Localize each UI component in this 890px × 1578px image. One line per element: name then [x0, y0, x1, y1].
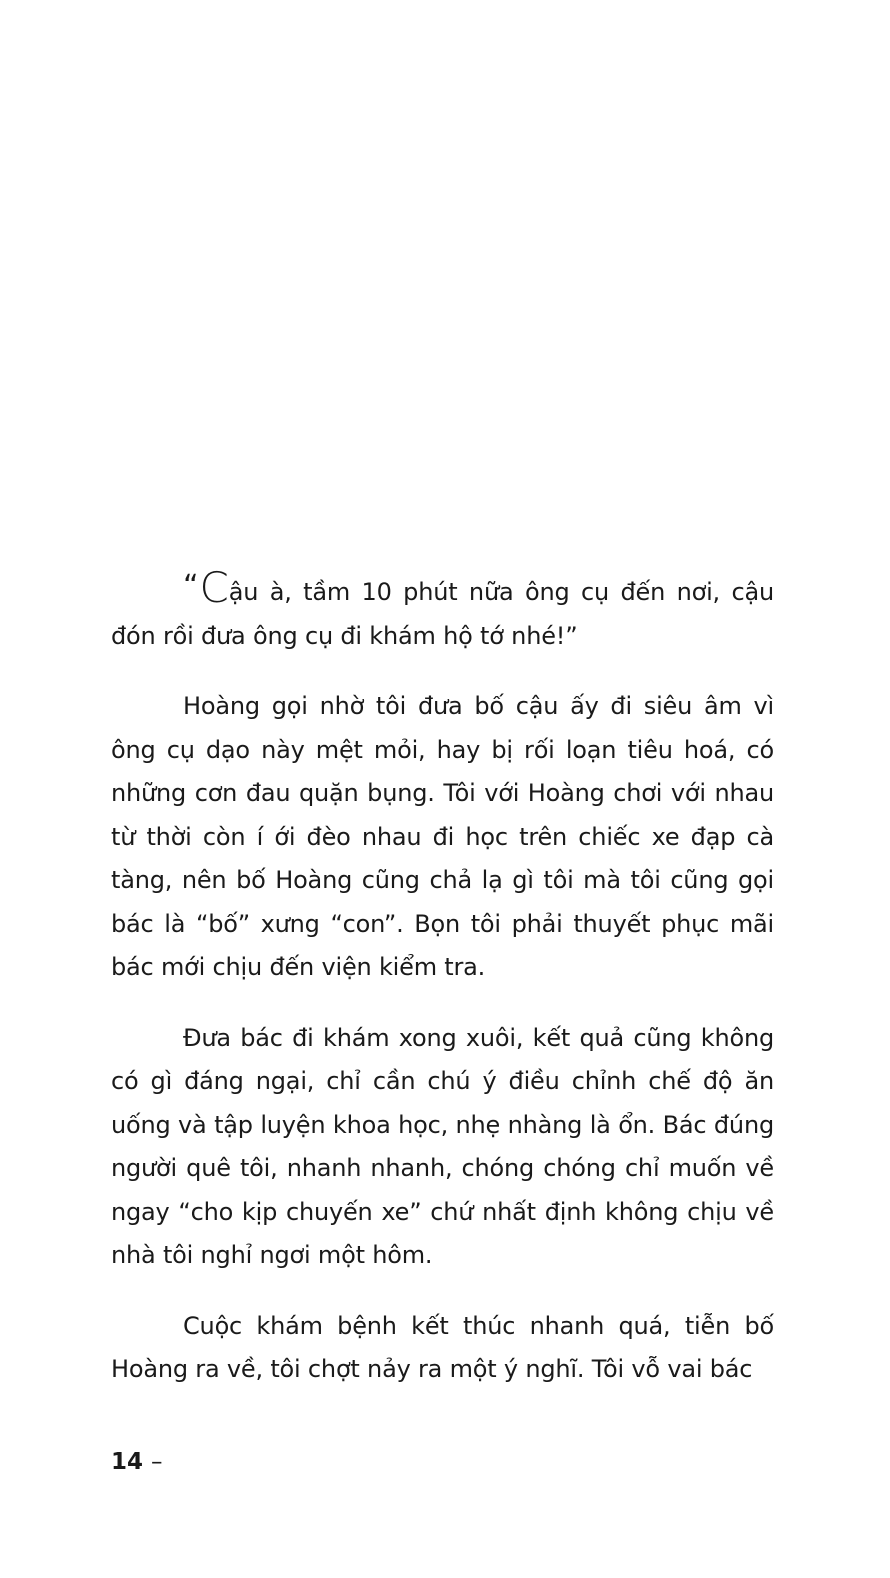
paragraph-4: Cuộc khám bệnh kết thúc nhanh quá, tiễn bố Hoàng ra về, tôi chợt nảy ra một ý nghĩ. Tôi vỗ vai bác	[111, 1311, 774, 1383]
paragraph-1	[111, 565, 774, 658]
paragraph-1-text: ậu à, tầm 10 phút nữa ông cụ đến nơi, cậu đón rồi đưa ông cụ đi khám hộ tớ nhé!”	[111, 578, 774, 650]
page-number: 14	[111, 1449, 144, 1475]
page-footer	[111, 1447, 163, 1477]
opening-quote-mark: “	[183, 569, 198, 604]
paragraph-3: Đưa bác đi khám xong xuôi, kết quả cũng không có gì đáng ngại, chỉ cần chú ý điều chỉnh chế độ ăn uống và tập luyện khoa học, nhẹ nhàng là ổn. Bác đúng người quê tôi, nhanh nhanh, chóng chóng chỉ muốn về ngay “cho kịp chuyến xe” chứ nhất định không chịu về nhà tôi nghỉ ngơi một hôm.	[111, 1023, 774, 1269]
body-text	[111, 565, 774, 1419]
drop-cap-letter: C	[199, 563, 229, 612]
paragraph-2: Hoàng gọi nhờ tôi đưa bố cậu ấy đi siêu âm vì ông cụ dạo này mệt mỏi, hay bị rối loạn tiêu hoá, có những cơn đau quặn bụng. Tôi với Hoàng chơi với nhau từ thời còn í ới đèo nhau đi học trên chiếc xe đạp cà tàng, nên bố Hoàng cũng chả lạ gì tôi mà tôi cũng gọi bác là “bố” xưng “con”. Bọn tôi phải thuyết phục mãi bác mới chịu đến viện kiểm tra.	[111, 692, 774, 981]
page-number-dash: –	[151, 1449, 163, 1475]
